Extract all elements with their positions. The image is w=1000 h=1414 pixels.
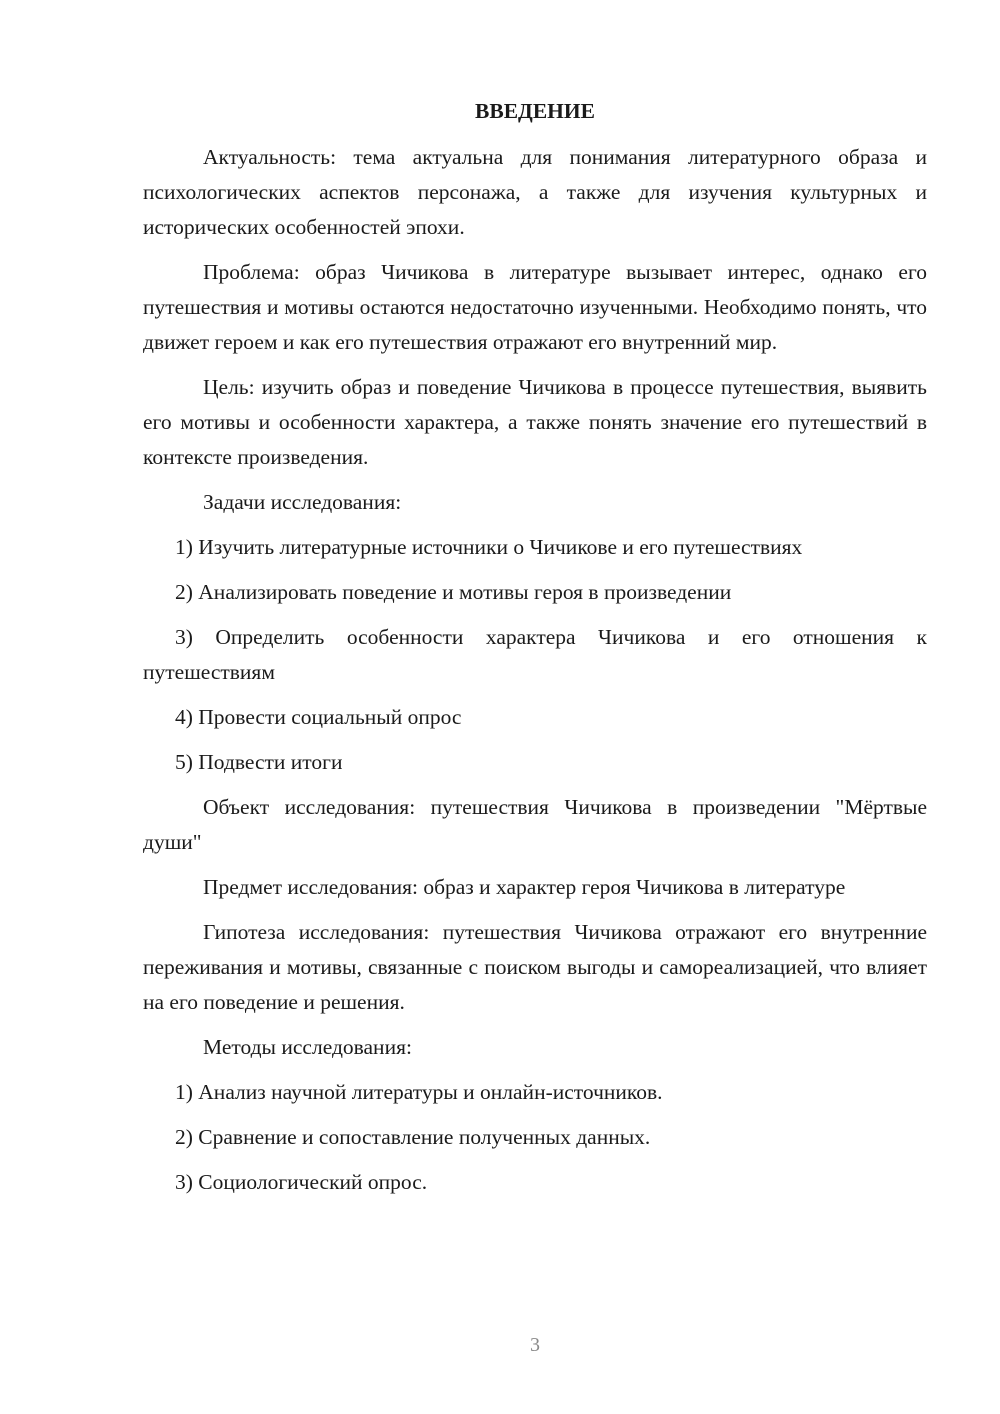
task-item-3: 3) Определить особенности характера Чичикова и его отношения к путешествиям [143, 625, 927, 684]
method-item-3: 3) Социологический опрос. [175, 1170, 428, 1194]
problem-paragraph: Проблема: образ Чичикова в литературе вызывает интерес, однако его путешествия и мотивы остаются недостаточно изученными. Необходимо понять, что движет героем и как его путешествия отражают его внутренний мир. [143, 260, 927, 354]
hypothesis-paragraph: Гипотеза исследования: путешествия Чичикова отражают его внутренние переживания и мотивы, связанные с поиском выгоды и самореализацией, что влияет на его поведение и решения. [143, 920, 927, 1014]
method-item-2: 2) Сравнение и сопоставление полученных данных. [175, 1125, 651, 1149]
methods-heading: Методы исследования: [203, 1035, 412, 1059]
method-item-1: 1) Анализ научной литературы и онлайн-источников. [175, 1080, 663, 1104]
task-item-5: 5) Подвести итоги [175, 750, 343, 774]
goal-paragraph: Цель: изучить образ и поведение Чичикова в процессе путешествия, выявить его мотивы и особенности характера, а также понять значение его путешествий в контексте произведения. [143, 375, 927, 469]
task-item-1: 1) Изучить литературные источники о Чичикове и его путешествиях [175, 535, 803, 559]
relevance-paragraph: Актуальность: тема актуальна для понимания литературного образа и психологических аспектов персонажа, а также для изучения культурных и исторических особенностей эпохи. [143, 145, 927, 239]
tasks-heading: Задачи исследования: [203, 490, 402, 514]
page-title: ВВЕДЕНИЕ [475, 99, 595, 123]
subject-paragraph: Предмет исследования: образ и характер героя Чичикова в литературе [203, 875, 846, 899]
object-paragraph: Объект исследования: путешествия Чичикова в произведении "Мёртвые души" [143, 795, 927, 854]
task-item-4: 4) Провести социальный опрос [175, 705, 462, 729]
task-item-2: 2) Анализировать поведение и мотивы героя в произведении [175, 580, 732, 604]
page-number: 3 [530, 1334, 540, 1356]
document-body [143, 96, 927, 1210]
